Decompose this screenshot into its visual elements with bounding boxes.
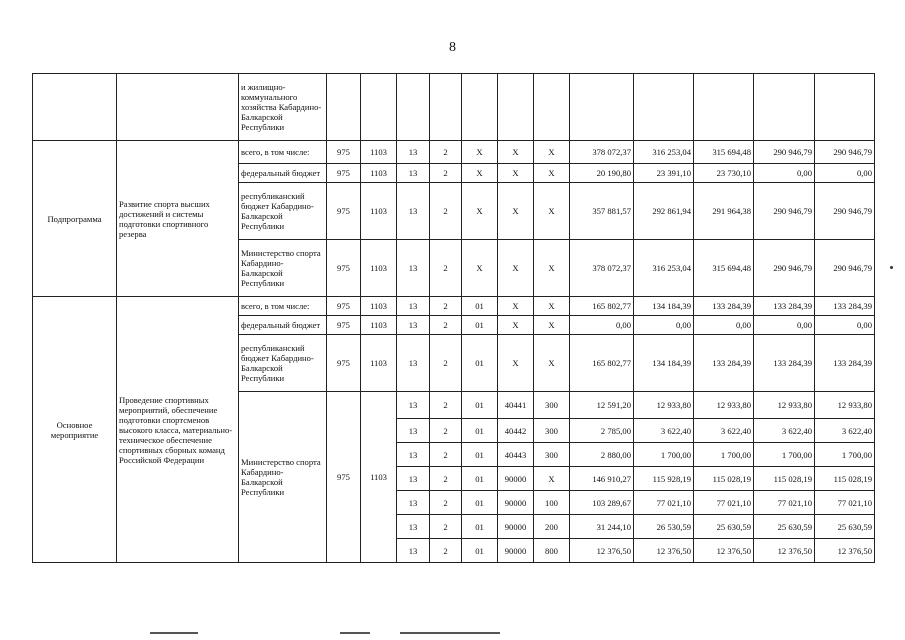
- value-cell-c3: 01: [462, 443, 498, 467]
- value-cell-c3: 01: [462, 491, 498, 515]
- value-cell-v3: 0,00: [694, 316, 754, 335]
- value-cell-v3: 133 284,39: [694, 297, 754, 316]
- value-cell-c4: X: [498, 335, 534, 392]
- value-cell-c4: X: [498, 164, 534, 183]
- value-cell-v4: 290 946,79: [754, 141, 815, 164]
- value-cell-rzpr: 1103: [361, 240, 397, 297]
- value-cell-c3: X: [462, 164, 498, 183]
- value-cell-v4: 25 630,59: [754, 515, 815, 539]
- table-row: [33, 297, 875, 316]
- value-cell-c3: 01: [462, 467, 498, 491]
- value-cell-v3: 291 964,38: [694, 183, 754, 240]
- value-cell-v4: 3 622,40: [754, 419, 815, 443]
- value-cell-v3: 3 622,40: [694, 419, 754, 443]
- value-cell-v5: 115 028,19: [815, 467, 875, 491]
- value-cell-c2: 2: [430, 443, 462, 467]
- value-cell-vr: 100: [534, 491, 570, 515]
- value-cell-rzpr: 1103: [361, 316, 397, 335]
- value-cell-v1: 0,00: [570, 316, 634, 335]
- value-cell-c2: 2: [430, 467, 462, 491]
- value-cell-v3: 315 694,48: [694, 240, 754, 297]
- value-cell-v1: 12 591,20: [570, 392, 634, 419]
- table-row: [33, 141, 875, 164]
- value-cell-v1: 146 910,27: [570, 467, 634, 491]
- value-cell-vr: 300: [534, 443, 570, 467]
- value-cell-c2: 2: [430, 141, 462, 164]
- value-cell-c4: X: [498, 297, 534, 316]
- value-cell-c4: X: [498, 316, 534, 335]
- value-cell-v1: 378 072,37: [570, 141, 634, 164]
- value-cell-c1: 13: [397, 240, 430, 297]
- value-cell-c3: 01: [462, 392, 498, 419]
- value-cell-v1: 357 881,57: [570, 183, 634, 240]
- value-cell-v5: 133 284,39: [815, 335, 875, 392]
- row-type-cell: Подпрограмма: [33, 141, 117, 297]
- value-cell-v3: 1 700,00: [694, 443, 754, 467]
- value-cell-v4: 1 700,00: [754, 443, 815, 467]
- value-cell-v1: 2 880,00: [570, 443, 634, 467]
- value-cell-v2: 3 622,40: [634, 419, 694, 443]
- value-cell-c2: 2: [430, 297, 462, 316]
- value-cell-c1: 13: [397, 164, 430, 183]
- value-cell-c4: 40441: [498, 392, 534, 419]
- value-cell-c3: X: [462, 141, 498, 164]
- table-row: [33, 74, 875, 141]
- funding-source-cell: федеральный бюджет: [239, 164, 327, 183]
- scan-dot: [890, 266, 893, 269]
- value-cell-c1: 13: [397, 316, 430, 335]
- value-cell-c4: 40443: [498, 443, 534, 467]
- value-cell-c3: 01: [462, 316, 498, 335]
- value-cell-rzpr: 1103: [361, 335, 397, 392]
- value-cell-c4: X: [498, 141, 534, 164]
- value-cell-c3: 01: [462, 335, 498, 392]
- value-cell-v2: 77 021,10: [634, 491, 694, 515]
- row-type-cell: Основное мероприятие: [33, 297, 117, 563]
- value-cell-vr: X: [534, 297, 570, 316]
- value-cell-v4: 0,00: [754, 164, 815, 183]
- value-cell-c4: 40442: [498, 419, 534, 443]
- value-cell-v5: 0,00: [815, 164, 875, 183]
- value-cell-c1: 13: [397, 539, 430, 563]
- value-cell-v2: 316 253,04: [634, 141, 694, 164]
- value-cell-v5: 290 946,79: [815, 183, 875, 240]
- value-cell-v3: 12 376,50: [694, 539, 754, 563]
- value-cell-c1: 13: [397, 419, 430, 443]
- value-cell-v4: 290 946,79: [754, 240, 815, 297]
- value-cell-v5: 3 622,40: [815, 419, 875, 443]
- value-cell-c4: 90000: [498, 515, 534, 539]
- value-cell-v2: 292 861,94: [634, 183, 694, 240]
- value-cell-c2: 2: [430, 539, 462, 563]
- value-cell-c3: 01: [462, 297, 498, 316]
- budget-table-body: [33, 74, 875, 563]
- value-cell-vr: 200: [534, 515, 570, 539]
- value-cell-v2: 0,00: [634, 316, 694, 335]
- value-cell-c3: X: [462, 240, 498, 297]
- value-cell-vr: 300: [534, 392, 570, 419]
- value-cell-grbs: 975: [327, 164, 361, 183]
- value-cell-c1: 13: [397, 335, 430, 392]
- scan-smudge: [150, 632, 198, 634]
- value-cell-c1: 13: [397, 141, 430, 164]
- value-cell-v4: 290 946,79: [754, 183, 815, 240]
- value-cell-vr: X: [534, 164, 570, 183]
- value-cell-c2: 2: [430, 164, 462, 183]
- value-cell-c3: X: [462, 183, 498, 240]
- value-cell-v2: 115 928,19: [634, 467, 694, 491]
- value-cell-grbs: 975: [327, 297, 361, 316]
- value-cell-rzpr: 1103: [361, 141, 397, 164]
- value-cell-c2: 2: [430, 392, 462, 419]
- funding-source-cell: федеральный бюджет: [239, 316, 327, 335]
- value-cell-v2: 134 184,39: [634, 297, 694, 316]
- value-cell-v4: 77 021,10: [754, 491, 815, 515]
- value-cell-c1: 13: [397, 443, 430, 467]
- value-cell-c1: 13: [397, 491, 430, 515]
- funding-source-cell: Министерство спорта Кабардино-Балкарской Республики: [239, 240, 327, 297]
- value-cell-c1: 13: [397, 183, 430, 240]
- value-cell-v4: 12 933,80: [754, 392, 815, 419]
- value-cell-v2: 12 933,80: [634, 392, 694, 419]
- value-cell-c2: 2: [430, 183, 462, 240]
- value-cell-v2: 23 391,10: [634, 164, 694, 183]
- value-cell-vr: X: [534, 335, 570, 392]
- value-cell-v4: 0,00: [754, 316, 815, 335]
- value-cell-v3: 315 694,48: [694, 141, 754, 164]
- funding-source-cell: всего, в том числе:: [239, 297, 327, 316]
- value-cell-v2: 26 530,59: [634, 515, 694, 539]
- value-cell-v1: 103 289,67: [570, 491, 634, 515]
- value-cell-v3: 115 028,19: [694, 467, 754, 491]
- funding-source-cell: Министерство спорта Кабардино-Балкарской Республики: [239, 392, 327, 563]
- value-cell-c2: 2: [430, 240, 462, 297]
- value-cell-vr: 800: [534, 539, 570, 563]
- value-cell-v5: 1 700,00: [815, 443, 875, 467]
- value-cell-vr: X: [534, 183, 570, 240]
- value-cell-v2: 316 253,04: [634, 240, 694, 297]
- value-cell-rzpr: 1103: [361, 392, 397, 563]
- value-cell-v1: 378 072,37: [570, 240, 634, 297]
- value-cell-v4: 133 284,39: [754, 297, 815, 316]
- value-cell-c3: 01: [462, 515, 498, 539]
- value-cell-v5: 12 376,50: [815, 539, 875, 563]
- type-cell: [33, 74, 117, 141]
- value-cell-v4: 133 284,39: [754, 335, 815, 392]
- funding-source-cell: республиканский бюджет Кабардино-Балкарской Республики: [239, 335, 327, 392]
- value-cell-rzpr: 1103: [361, 183, 397, 240]
- scan-smudge: [340, 632, 370, 634]
- value-cell-c2: 2: [430, 316, 462, 335]
- value-cell-v5: 133 284,39: [815, 297, 875, 316]
- value-cell-v4: 115 028,19: [754, 467, 815, 491]
- value-cell-c4: X: [498, 183, 534, 240]
- value-cell-grbs: 975: [327, 141, 361, 164]
- value-cell-v1: 165 802,77: [570, 297, 634, 316]
- value-cell-v1: 165 802,77: [570, 335, 634, 392]
- name-cell: [117, 74, 239, 141]
- value-cell-grbs: 975: [327, 183, 361, 240]
- value-cell-v1: 2 785,00: [570, 419, 634, 443]
- value-cell-v3: 77 021,10: [694, 491, 754, 515]
- value-cell-v5: 0,00: [815, 316, 875, 335]
- value-cell-grbs: 975: [327, 335, 361, 392]
- budget-table: [32, 73, 875, 563]
- page-number: 8: [449, 40, 456, 55]
- value-cell-c1: 13: [397, 467, 430, 491]
- source-cell: и жилищно-коммунального хозяйства Кабардино-Балкарской Республики: [239, 74, 327, 141]
- value-cell-v1: 20 190,80: [570, 164, 634, 183]
- value-cell-v1: 31 244,10: [570, 515, 634, 539]
- value-cell-vr: X: [534, 240, 570, 297]
- value-cell-v5: 290 946,79: [815, 240, 875, 297]
- value-cell-c2: 2: [430, 335, 462, 392]
- value-cell-v3: 23 730,10: [694, 164, 754, 183]
- value-cell-v2: 12 376,50: [634, 539, 694, 563]
- value-cell-v3: 12 933,80: [694, 392, 754, 419]
- value-cell-v5: 12 933,80: [815, 392, 875, 419]
- value-cell-c3: 01: [462, 539, 498, 563]
- value-cell-vr: X: [534, 467, 570, 491]
- value-cell-c2: 2: [430, 491, 462, 515]
- funding-source-cell: республиканский бюджет Кабардино-Балкарской Республики: [239, 183, 327, 240]
- value-cell-c4: 90000: [498, 539, 534, 563]
- value-cell-c1: 13: [397, 297, 430, 316]
- value-cell-c2: 2: [430, 419, 462, 443]
- value-cell-rzpr: 1103: [361, 297, 397, 316]
- value-cell-c4: 90000: [498, 491, 534, 515]
- value-cell-rzpr: 1103: [361, 164, 397, 183]
- value-cell-v5: 25 630,59: [815, 515, 875, 539]
- value-cell-v3: 25 630,59: [694, 515, 754, 539]
- value-cell-v5: 77 021,10: [815, 491, 875, 515]
- value-cell-v1: 12 376,50: [570, 539, 634, 563]
- value-cell-v4: 12 376,50: [754, 539, 815, 563]
- value-cell-c1: 13: [397, 515, 430, 539]
- value-cell-grbs: 975: [327, 392, 361, 563]
- value-cell-c2: 2: [430, 515, 462, 539]
- value-cell-vr: 300: [534, 419, 570, 443]
- value-cell-v3: 133 284,39: [694, 335, 754, 392]
- value-cell-vr: X: [534, 316, 570, 335]
- value-cell-c4: X: [498, 240, 534, 297]
- value-cell-vr: X: [534, 141, 570, 164]
- value-cell-grbs: 975: [327, 240, 361, 297]
- value-cell-v2: 1 700,00: [634, 443, 694, 467]
- value-cell-v2: 134 184,39: [634, 335, 694, 392]
- row-name-cell: Проведение спортивных мероприятий, обеспечение подготовки спортсменов высокого класса, материально-техническое обеспечение спортивных сборных команд Российской Федерации: [117, 297, 239, 563]
- value-cell-c3: 01: [462, 419, 498, 443]
- value-cell-c1: 13: [397, 392, 430, 419]
- value-cell-c4: 90000: [498, 467, 534, 491]
- scan-smudge: [400, 632, 500, 634]
- row-name-cell: Развитие спорта высших достижений и системы подготовки спортивного резерва: [117, 141, 239, 297]
- value-cell-v5: 290 946,79: [815, 141, 875, 164]
- funding-source-cell: всего, в том числе:: [239, 141, 327, 164]
- value-cell-grbs: 975: [327, 316, 361, 335]
